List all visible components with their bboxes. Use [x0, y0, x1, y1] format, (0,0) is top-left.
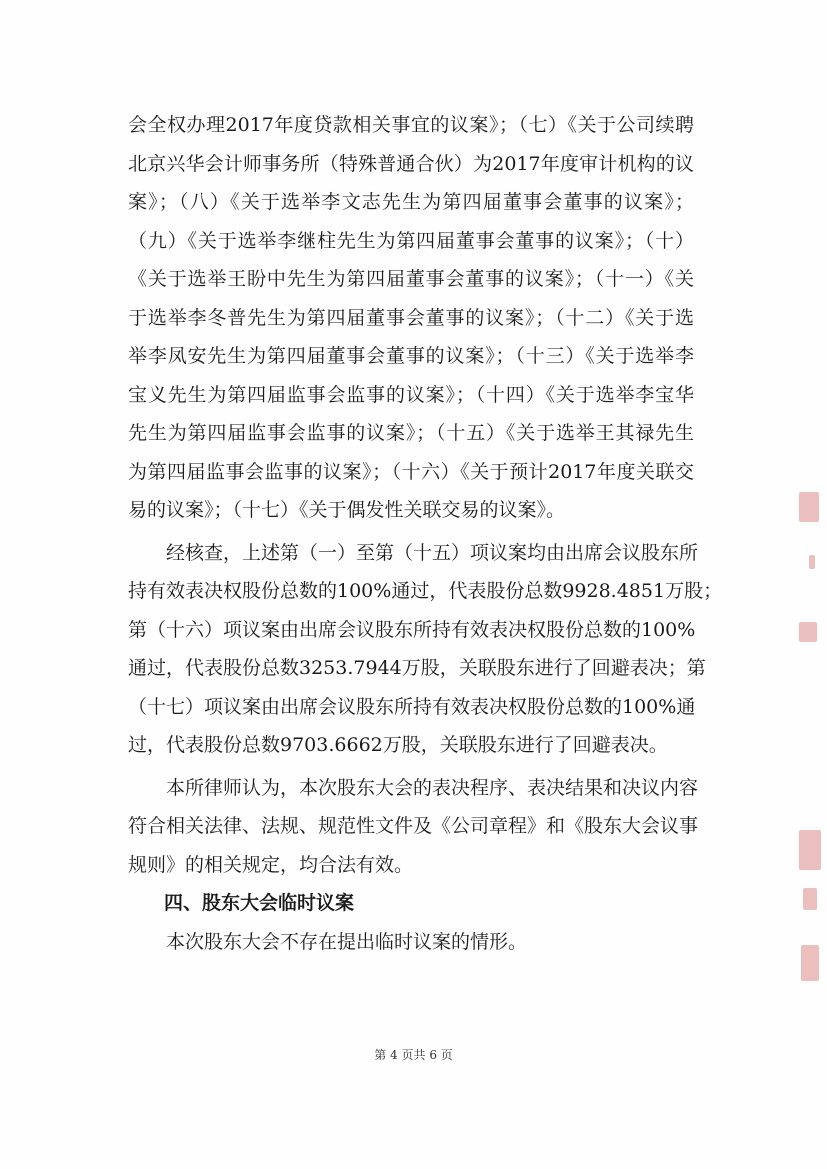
text-line: 北京兴华会计师事务所（特殊普通合伙）为2017年度审计机构的议 — [128, 152, 694, 175]
text-line: 本次股东大会不存在提出临时议案的情形。 — [166, 930, 528, 953]
paragraph-lawyer-opinion — [128, 769, 699, 885]
text-line: 符合相关法律、法规、规范性文件及《公司章程》和《股东大会议事 — [128, 815, 699, 837]
document-body — [128, 106, 723, 961]
text-line: 持有效表决权股份总数的100%通过，代表股份总数9928.4851万股； — [128, 580, 723, 602]
paragraph-resolutions-list — [128, 106, 694, 530]
text-line: （九）《关于选举李继柱先生为第四届董事会董事的议案》；（十） — [128, 229, 694, 252]
text-line: 案》；（八）《关于选举李文志先生为第四届董事会董事的议案》； — [128, 191, 694, 213]
text-line: 通过，代表股份总数3253.7944万股，关联股东进行了回避表决；第 — [128, 657, 706, 679]
text-line: 规则》的相关规定，均合法有效。 — [128, 853, 414, 876]
text-line: 宝义先生为第四届监事会监事的议案》；（十四）《关于选举李宝华 — [128, 383, 694, 406]
text-line: 过，代表股份总数9703.6662万股，关联股东进行了回避表决。 — [128, 734, 668, 756]
text-line: 本所律师认为，本次股东大会的表决程序、表决结果和决议内容 — [166, 776, 699, 799]
text-line: 先生为第四届监事会监事的议案》；（十五）《关于选举王其禄先生 — [128, 422, 694, 444]
paragraph-verification — [128, 534, 723, 765]
section-heading: 四、股东大会临时议案 — [164, 892, 355, 914]
text-line: （十七）项议案由出席会议股东所持有效表决权股份总数的100%通 — [128, 695, 696, 718]
page-footer: 第 4 页共 6 页 — [374, 1048, 453, 1062]
text-line: 于选举李冬普先生为第四届董事会董事的议案》；（十二）《关于选 — [128, 306, 694, 329]
text-line: 经核查，上述第（一）至第（十五）项议案均由出席会议股东所 — [166, 541, 699, 564]
text-line: 为第四届监事会监事的议案》；（十六）《关于预计2017年度关联交 — [128, 460, 694, 483]
text-line: 举李凤安先生为第四届董事会董事的议案》；（十三）《关于选举李 — [128, 345, 694, 367]
text-line: 《关于选举王盼中先生为第四届董事会董事的议案》；（十一）《关 — [128, 268, 694, 290]
text-line: 易的议案》；（十七）《关于偶发性关联交易的议案》。 — [128, 499, 566, 521]
text-line: 第（十六）项议案由出席会议股东所持有效表决权股份总数的100% — [128, 618, 696, 641]
text-line: 会全权办理2017年度贷款相关事宜的议案》；（七）《关于公司续聘 — [128, 114, 694, 136]
paragraph-temporary-proposals — [128, 923, 694, 962]
